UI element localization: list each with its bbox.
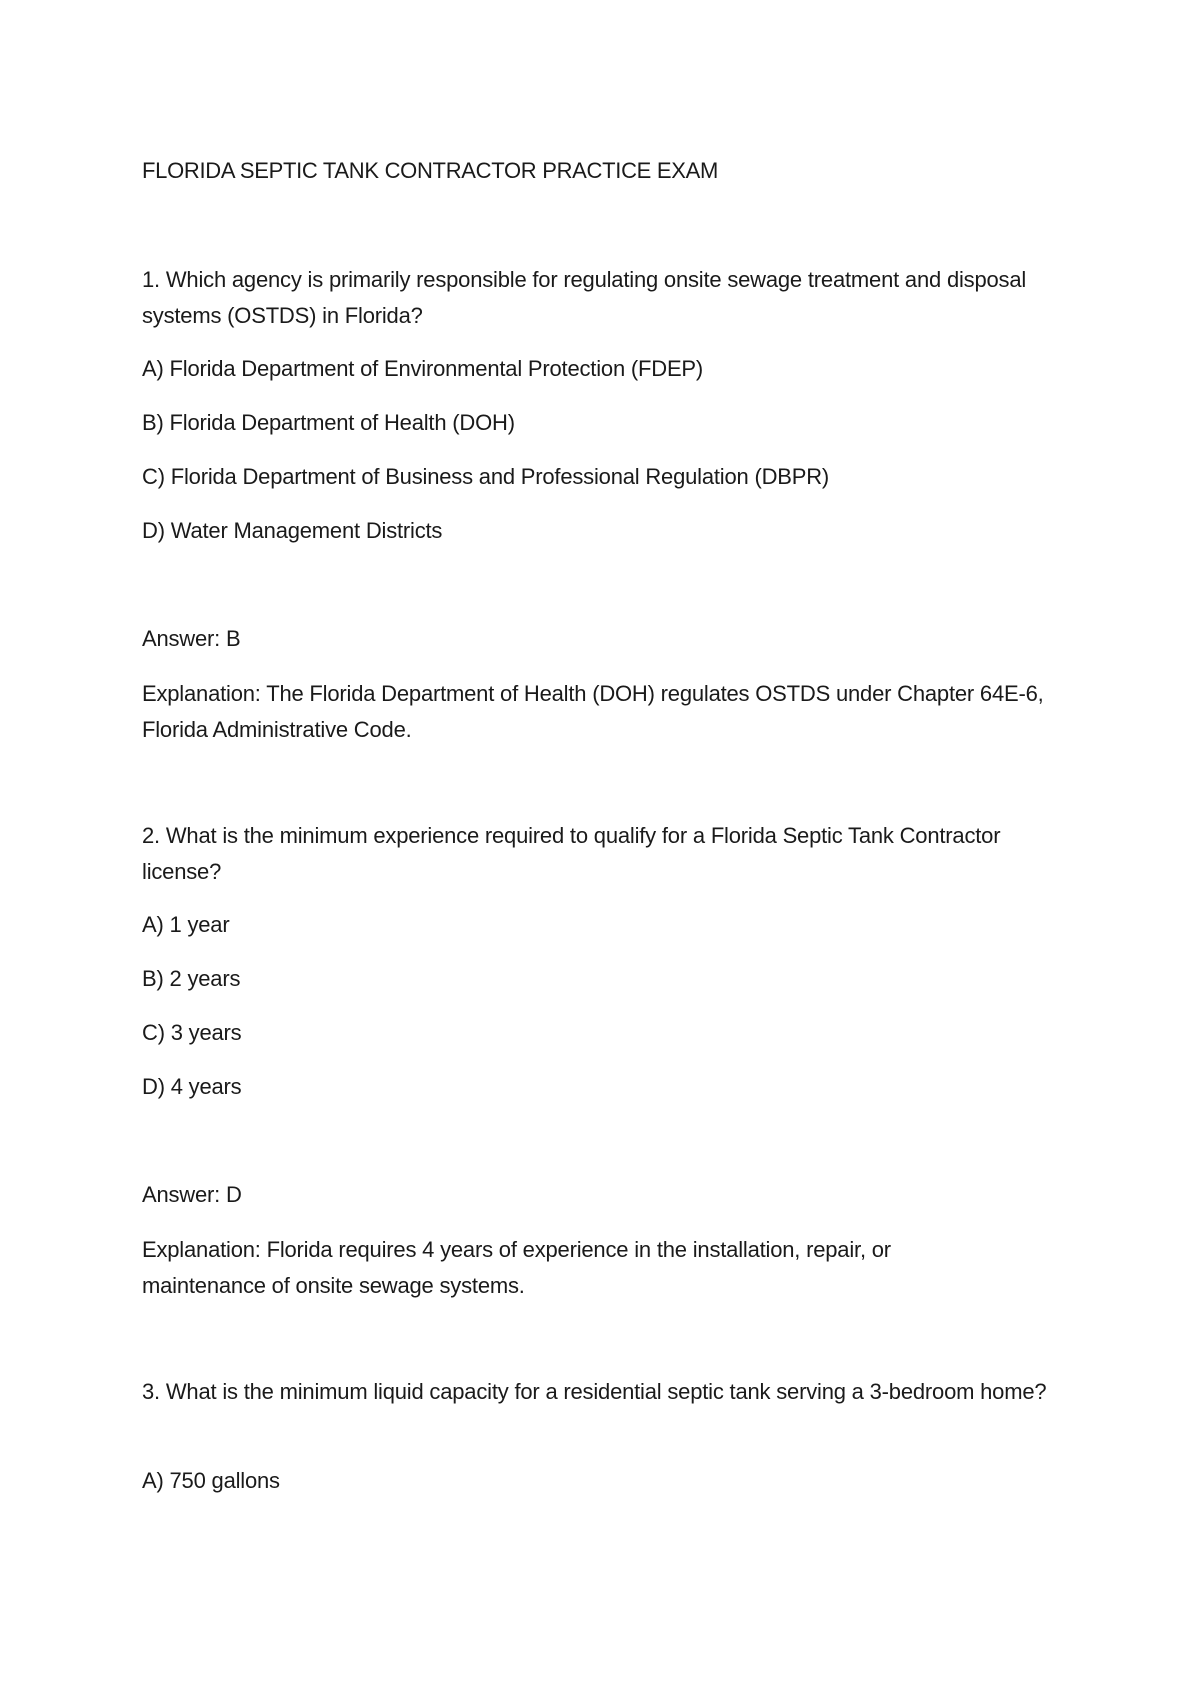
question-1-option-a: A) Florida Department of Environmental Protection (FDEP) [142, 356, 704, 381]
document-title: FLORIDA SEPTIC TANK CONTRACTOR PRACTICE EXAM [142, 158, 718, 183]
question-2-option-d: D) 4 years [142, 1074, 242, 1099]
question-1-text: 1. Which agency is primarily responsible for regulating onsite sewage treatment and disposal systems (OSTDS) in Florida? [142, 267, 1027, 328]
question-1-option-d: D) Water Management Districts [142, 518, 443, 543]
question-2-option-a: A) 1 year [142, 912, 230, 937]
question-3-option-a: A) 750 gallons [142, 1468, 280, 1493]
question-1-answer: Answer: B [142, 626, 241, 651]
question-3-text: 3. What is the minimum liquid capacity for a residential septic tank serving a 3-bedroom home? [142, 1379, 1047, 1404]
question-2-text: 2. What is the minimum experience required to qualify for a Florida Septic Tank Contractor license? [142, 823, 1001, 884]
question-1-explanation: Explanation: The Florida Department of Health (DOH) regulates OSTDS under Chapter 64E-6, Florida Administrative Code. [142, 681, 1044, 742]
question-2-option-b: B) 2 years [142, 966, 241, 991]
question-2-explanation: Explanation: Florida requires 4 years of experience in the installation, repair, or maintenance of onsite sewage systems. [142, 1237, 891, 1298]
question-2-option-c: C) 3 years [142, 1020, 242, 1045]
question-1-option-c: C) Florida Department of Business and Professional Regulation (DBPR) [142, 464, 830, 489]
question-1-option-b: B) Florida Department of Health (DOH) [142, 410, 515, 435]
question-2-answer: Answer: D [142, 1182, 242, 1207]
